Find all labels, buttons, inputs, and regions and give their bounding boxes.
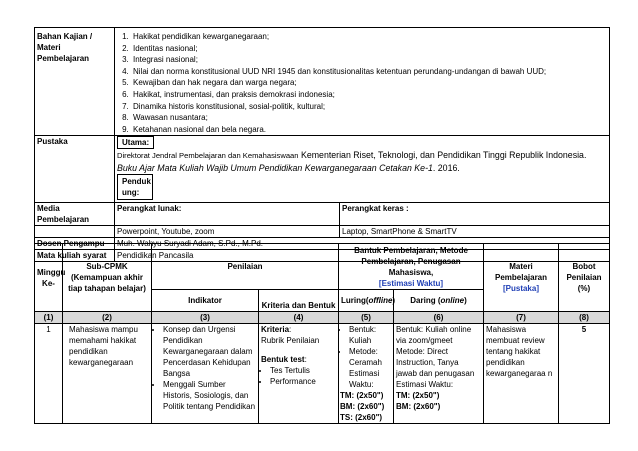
materi-item: 5. Kewajiban dan hak negara dan warga negara; — [131, 77, 607, 89]
column-number: (1) — [35, 312, 63, 324]
pustaka-row — [35, 136, 610, 203]
pustaka-label: Pustaka — [35, 136, 115, 203]
bahan-kajian-label: Bahan Kajian / Materi Pembelajaran — [35, 28, 115, 136]
luring-item: • Bentuk: Kuliah — [349, 324, 393, 346]
subcpmk-subtitle: (Kemampuan akhir tiap tahapan belajar) — [68, 273, 146, 293]
column-number: (3) — [152, 312, 259, 324]
kriteria-header: Kriteria dan Bentuk — [259, 290, 339, 312]
materi-item: 4. Nilai dan norma konstitusional UUD NRI 1945 dan konstitusionalitas ketentuan perundang-undangan di bawah UUD; — [131, 66, 607, 78]
media-label: Media Pembelajaran — [35, 203, 115, 226]
luring-cell — [339, 324, 394, 424]
luring-header-post: ) — [392, 296, 396, 305]
course-info-table — [34, 27, 610, 262]
luring-header-pre: Luring( — [341, 296, 369, 305]
syarat-value: Pendidikan Pancasila — [115, 250, 610, 262]
materi-value: Mahasiswa membuat review tentang hakikat pendidikan kewarganegaraa n — [484, 324, 559, 424]
materi-item: 9. Ketahanan nasional dan bela negara. — [131, 124, 607, 136]
penilaian-header: Penilaian — [152, 244, 339, 290]
daring-cell — [394, 324, 484, 424]
media-empty-cell — [35, 226, 115, 238]
pustaka-cell — [115, 136, 610, 203]
pustaka-book-title: Buku Ajar Mata Kuliah Wajib Umum Pendidikan Kewarganegaraan Cetakan Ke-1 — [117, 163, 433, 174]
utama-label: Utama: — [117, 136, 154, 149]
pustaka-publisher: Kementerian Riset, Teknologi, dan Pendidikan Tinggi Republik Indonesia. — [298, 150, 587, 161]
subcpmk-title: Sub-CPMK — [86, 262, 128, 271]
daring-text: Bentuk: Kuliah online via zoom/gmeet Metode: Direct Instruction, Tanya jawab dan penugasan Estimasi Waktu: — [396, 325, 475, 389]
dosen-value: Muh. Wahyu Suryadi Adam, S.Pd., M.Pd. — [115, 238, 610, 250]
indikator-item: • Konsep dan Urgensi Pendidikan Kewarganegaraan dalam Pencerdasan Kehidupan Bangsa — [163, 324, 256, 379]
table-row — [35, 324, 610, 424]
bentuk-list — [261, 365, 336, 387]
minggu-value: 1 — [35, 324, 63, 424]
bentuk-label: Bentuk test — [261, 355, 305, 364]
bobot-value: 5 — [559, 324, 610, 424]
column-number-row — [35, 312, 610, 324]
column-number: (2) — [63, 312, 152, 324]
estimasi-label: [Estimasi Waktu] — [378, 278, 444, 288]
column-number: (4) — [259, 312, 339, 324]
luring-time: TM: (2x50") — [340, 391, 384, 400]
kriteria-label: Kriteria — [261, 325, 290, 334]
materi-list — [117, 31, 607, 135]
daring-header-pre: Daring ( — [410, 296, 441, 305]
pendukung-label: Penduk ung: — [117, 174, 153, 200]
dosen-label: Dosen Pengampu — [35, 238, 115, 250]
luring-header-italic: offline — [368, 296, 393, 305]
column-number: (8) — [559, 312, 610, 324]
media-header-row — [35, 203, 610, 226]
perangkat-lunak-value: Powerpoint, Youtube, zoom — [115, 226, 340, 238]
materi-title: Materi Pembelajaran — [494, 262, 548, 282]
column-number: (6) — [394, 312, 484, 324]
subcpmk-value: Mahasiswa mampu memahami hakikat pendidikan kewarganegaraan — [63, 324, 152, 424]
bantuk-header — [339, 244, 484, 290]
minggu-header: Minggu Ke- — [35, 244, 63, 312]
bentuk-colon: : — [304, 355, 307, 364]
perangkat-lunak-label: Perangkat lunak: — [115, 203, 340, 226]
perangkat-keras-value: Laptop, SmartPhone & SmartTV — [340, 226, 610, 238]
materi-item: 6. Hakikat, instrumentasi, dan praksis demokrasi indonesia; — [131, 89, 607, 101]
kriteria-cell — [259, 324, 339, 424]
column-number: (5) — [339, 312, 394, 324]
subcpmk-header — [63, 244, 152, 312]
column-number: (7) — [484, 312, 559, 324]
bantuk-line-2: Pembelajaran, Penugasan Mahasiswa, — [361, 256, 461, 277]
materi-item: 1. Hakikat pendidikan kewarganegaraan; — [131, 31, 607, 43]
daring-time: TM: (2x50") — [396, 391, 440, 400]
materi-item: 3. Integrasi nasional; — [131, 54, 607, 66]
luring-list — [340, 324, 393, 368]
indikator-item: • Menggali Sumber Historis, Sosiologis, dan Politik tentang Pendidikan — [163, 379, 256, 412]
materi-item: 8. Wawasan nusantara; — [131, 112, 607, 124]
materi-item: 2. Identitas nasional; — [131, 43, 607, 55]
luring-time: TS: (2x60") — [340, 413, 383, 422]
pustaka-author: Direktorat Jendral Pembelajaran dan Kemahasiswaan — [117, 151, 299, 161]
luring-item: • Metode: Ceramah — [349, 346, 393, 368]
perangkat-keras-label: Perangkat keras : — [340, 203, 610, 226]
bentuk-item: • Performance — [270, 376, 336, 387]
indikator-cell — [152, 324, 259, 424]
daring-header — [394, 290, 484, 312]
indikator-list — [154, 324, 256, 412]
luring-time: BM: (2x60") — [340, 402, 385, 411]
daring-header-post: ) — [464, 296, 467, 305]
luring-estimasi: Estimasi Waktu: — [349, 369, 380, 389]
media-value-row — [35, 226, 610, 238]
daring-header-italic: online — [440, 296, 465, 305]
materi-row — [35, 28, 610, 136]
bantuk-line-1: Bantuk Pembelajaran, Metode — [354, 245, 468, 255]
header-row-1 — [35, 244, 610, 290]
kriteria-colon: : — [289, 325, 292, 334]
syarat-label: Mata kuliah syarat — [35, 250, 115, 262]
materi-item: 7. Dinamika historis konstitusional, sosial-politik, kultural; — [131, 101, 607, 113]
bentuk-item: • Tes Tertulis — [270, 365, 336, 376]
indikator-header: Indikator — [152, 290, 259, 312]
lesson-plan-table — [34, 243, 610, 424]
luring-header — [339, 290, 394, 312]
pustaka-citation — [117, 149, 607, 174]
kriteria-value: Rubrik Penilaian — [261, 336, 320, 345]
bobot-header: Bobot Penilaian (%) — [559, 244, 610, 312]
materi-list-cell — [115, 28, 610, 136]
daring-time: BM: (2x60") — [396, 402, 441, 411]
pustaka-year: . 2016. — [432, 163, 460, 174]
pustaka-ref-label: [Pustaka] — [502, 284, 539, 293]
materi-header — [484, 244, 559, 312]
